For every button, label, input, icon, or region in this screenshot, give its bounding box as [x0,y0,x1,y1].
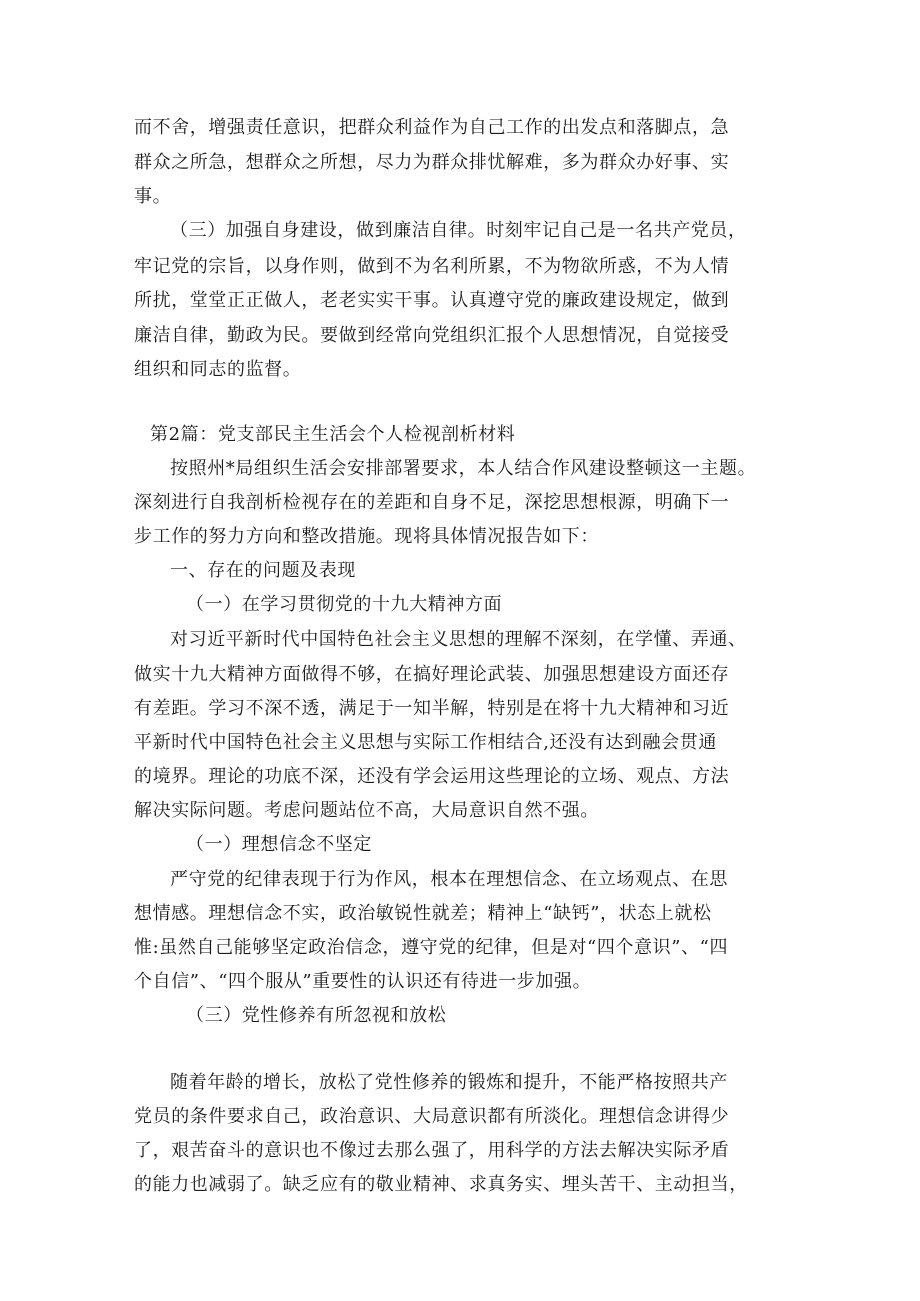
body-text-line: 党员的条件要求自己，政治意识、大局意识都有所淡化。理想信念讲得少 [134,1106,730,1127]
body-text-line: 深刻进行自我剖析检视存在的差距和自身不足，深挖思想根源，明确下一 [134,492,730,513]
body-text-line: 惟:虽然自己能够坚定政治信念，遵守党的纪律，但是对“四个意识”、“四 [134,937,729,958]
body-text-line: 按照州*局组织生活会安排部署要求，本人结合作风建设整顿这一主题。 [170,458,757,479]
body-text-line: 群众之所急，想群众之所想，尽力为群众排忧解难，多为群众办好事、实 [134,152,730,173]
body-text-line: 严守党的纪律表现于行为作风，根本在理想信念、在立场观点、在思 [170,869,728,890]
subsection-heading: （一）在学习贯彻党的十九大精神方面 [186,594,503,615]
body-text-line: 廉洁自律，勤政为民。要做到经常向党组织汇报个人思想情况，自觉接受 [134,325,730,346]
body-text-line: 随着年龄的增长，放松了党性修养的锻炼和提升，不能严格按照共产 [170,1072,728,1093]
body-text-line: 步工作的努力方向和整改措施。现将具体情况报告如下： [134,526,599,547]
article-title: 第2篇：党支部民主生活会个人检视剖析材料 [150,424,516,445]
body-text-line: 的境界。理论的功底不深，还没有学会运用这些理论的立场、观点、方法 [134,766,730,787]
subsection-heading: （三）党性修养有所忽视和放松 [186,1005,447,1026]
body-text-line: 的能力也减弱了。缺乏应有的敬业精神、求真务实、埋头苦干、主动担当， [134,1174,748,1195]
body-text-line: 所扰，堂堂正正做人，老老实实干事。认真遵守党的廉政建设规定，做到 [134,290,730,311]
body-text-line: 解决实际问题。考虑问题站位不高，大局意识自然不强。 [134,800,599,821]
body-text-line: 对习近平新时代中国特色社会主义思想的理解不深刻，在学懂、弄通、 [170,629,747,650]
body-text-line: 牢记党的宗旨，以身作则，做到不为名利所累，不为物欲所惑，不为人情 [134,256,730,277]
body-text-line: 事。 [134,186,172,207]
body-text-line: 平新时代中国特色社会主义思想与实际工作相结合,还没有达到融会贯通 [134,732,717,753]
body-text-line: 个自信”、“四个服从”重要性的认识还有待进一步加强。 [134,971,592,992]
body-text-line: 做实十九大精神方面做得不够，在搞好理论武装、加强思想建设方面还存 [134,664,730,685]
subsection-heading: （一）理想信念不坚定 [186,834,372,855]
body-text-line: 了，艰苦奋斗的意识也不像过去那么强了，用科学的方法去解决实际矛盾 [134,1140,730,1161]
body-text-line: 有差距。学习不深不透，满足于一知半解，特别是在将十九大精神和习近 [134,698,730,719]
body-text-line: 而不舍，增强责任意识，把群众利益作为自己工作的出发点和落脚点，急 [134,117,730,138]
subsection-heading: （三）加强自身建设，做到廉洁自律。时刻牢记自己是一名共产党员， [170,220,747,241]
body-text-line: 想情感。理想信念不实，政治敏锐性就差；精神上“缺钙”，状态上就松 [134,903,712,924]
body-text-line: 组织和同志的监督。 [134,359,302,380]
section-heading: 一、存在的问题及表现 [170,560,356,581]
